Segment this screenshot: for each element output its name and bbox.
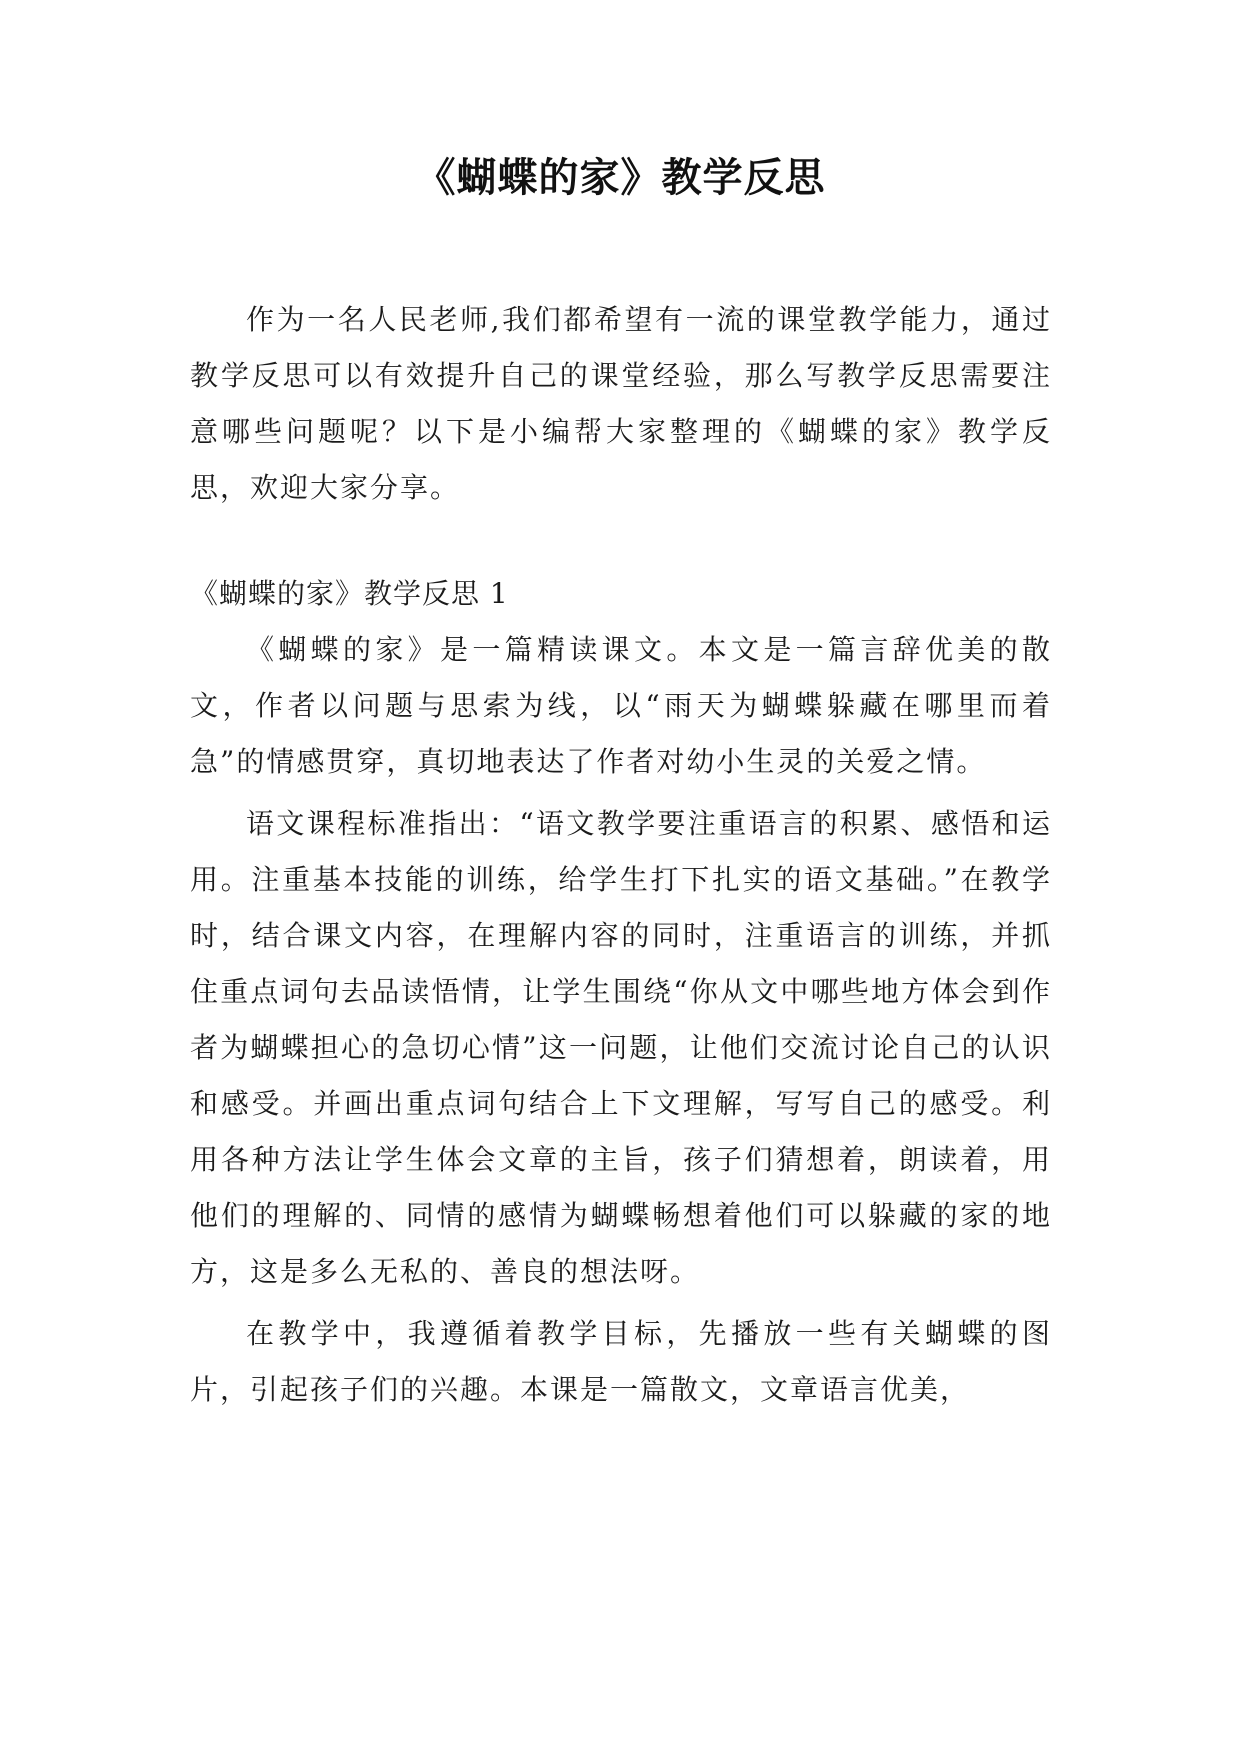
document-body [190,292,1052,1418]
body-paragraph-1: 《蝴蝶的家》是一篇精读课文。本文是一篇言辞优美的散文，作者以问题与思索为线，以“雨天为蝴蝶躲藏在哪里而着急”的情感贯穿，真切地表达了作者对幼小生灵的关爱之情。 [190,633,1052,778]
intro-paragraph: 作为一名人民老师,我们都希望有一流的课堂教学能力，通过教学反思可以有效提升自己的课堂经验，那么写教学反思需要注意哪些问题呢？以下是小编帮大家整理的《蝴蝶的家》教学反思，欢迎大家分享。 [190,303,1052,504]
document-title: 《蝴蝶的家》教学反思 [415,154,826,201]
body-paragraph-2: 语文课程标准指出：“语文教学要注重语言的积累、感悟和运用。注重基本技能的训练，给学生打下扎实的语文基础。”在教学时，结合课文内容，在理解内容的同时，注重语言的训练，并抓住重点词句去品读悟情，让学生围绕“你从文中哪些地方体会到作者为蝴蝶担心的急切心情”这一问题，让他们交流讨论自己的认识和感受。并画出重点词句结合上下文理解，写写自己的感受。利用各种方法让学生体会文章的主旨，孩子们猜想着，朗读着，用他们的理解的、同情的感情为蝴蝶畅想着他们可以躲藏的家的地方，这是多么无私的、善良的想法呀。 [190,807,1052,1288]
section-heading: 《蝴蝶的家》教学反思 1 [190,577,509,610]
body-paragraph-3: 在教学中，我遵循着教学目标，先播放一些有关蝴蝶的图片，引起孩子们的兴趣。本课是一篇散文，文章语言优美， [190,1317,1052,1406]
